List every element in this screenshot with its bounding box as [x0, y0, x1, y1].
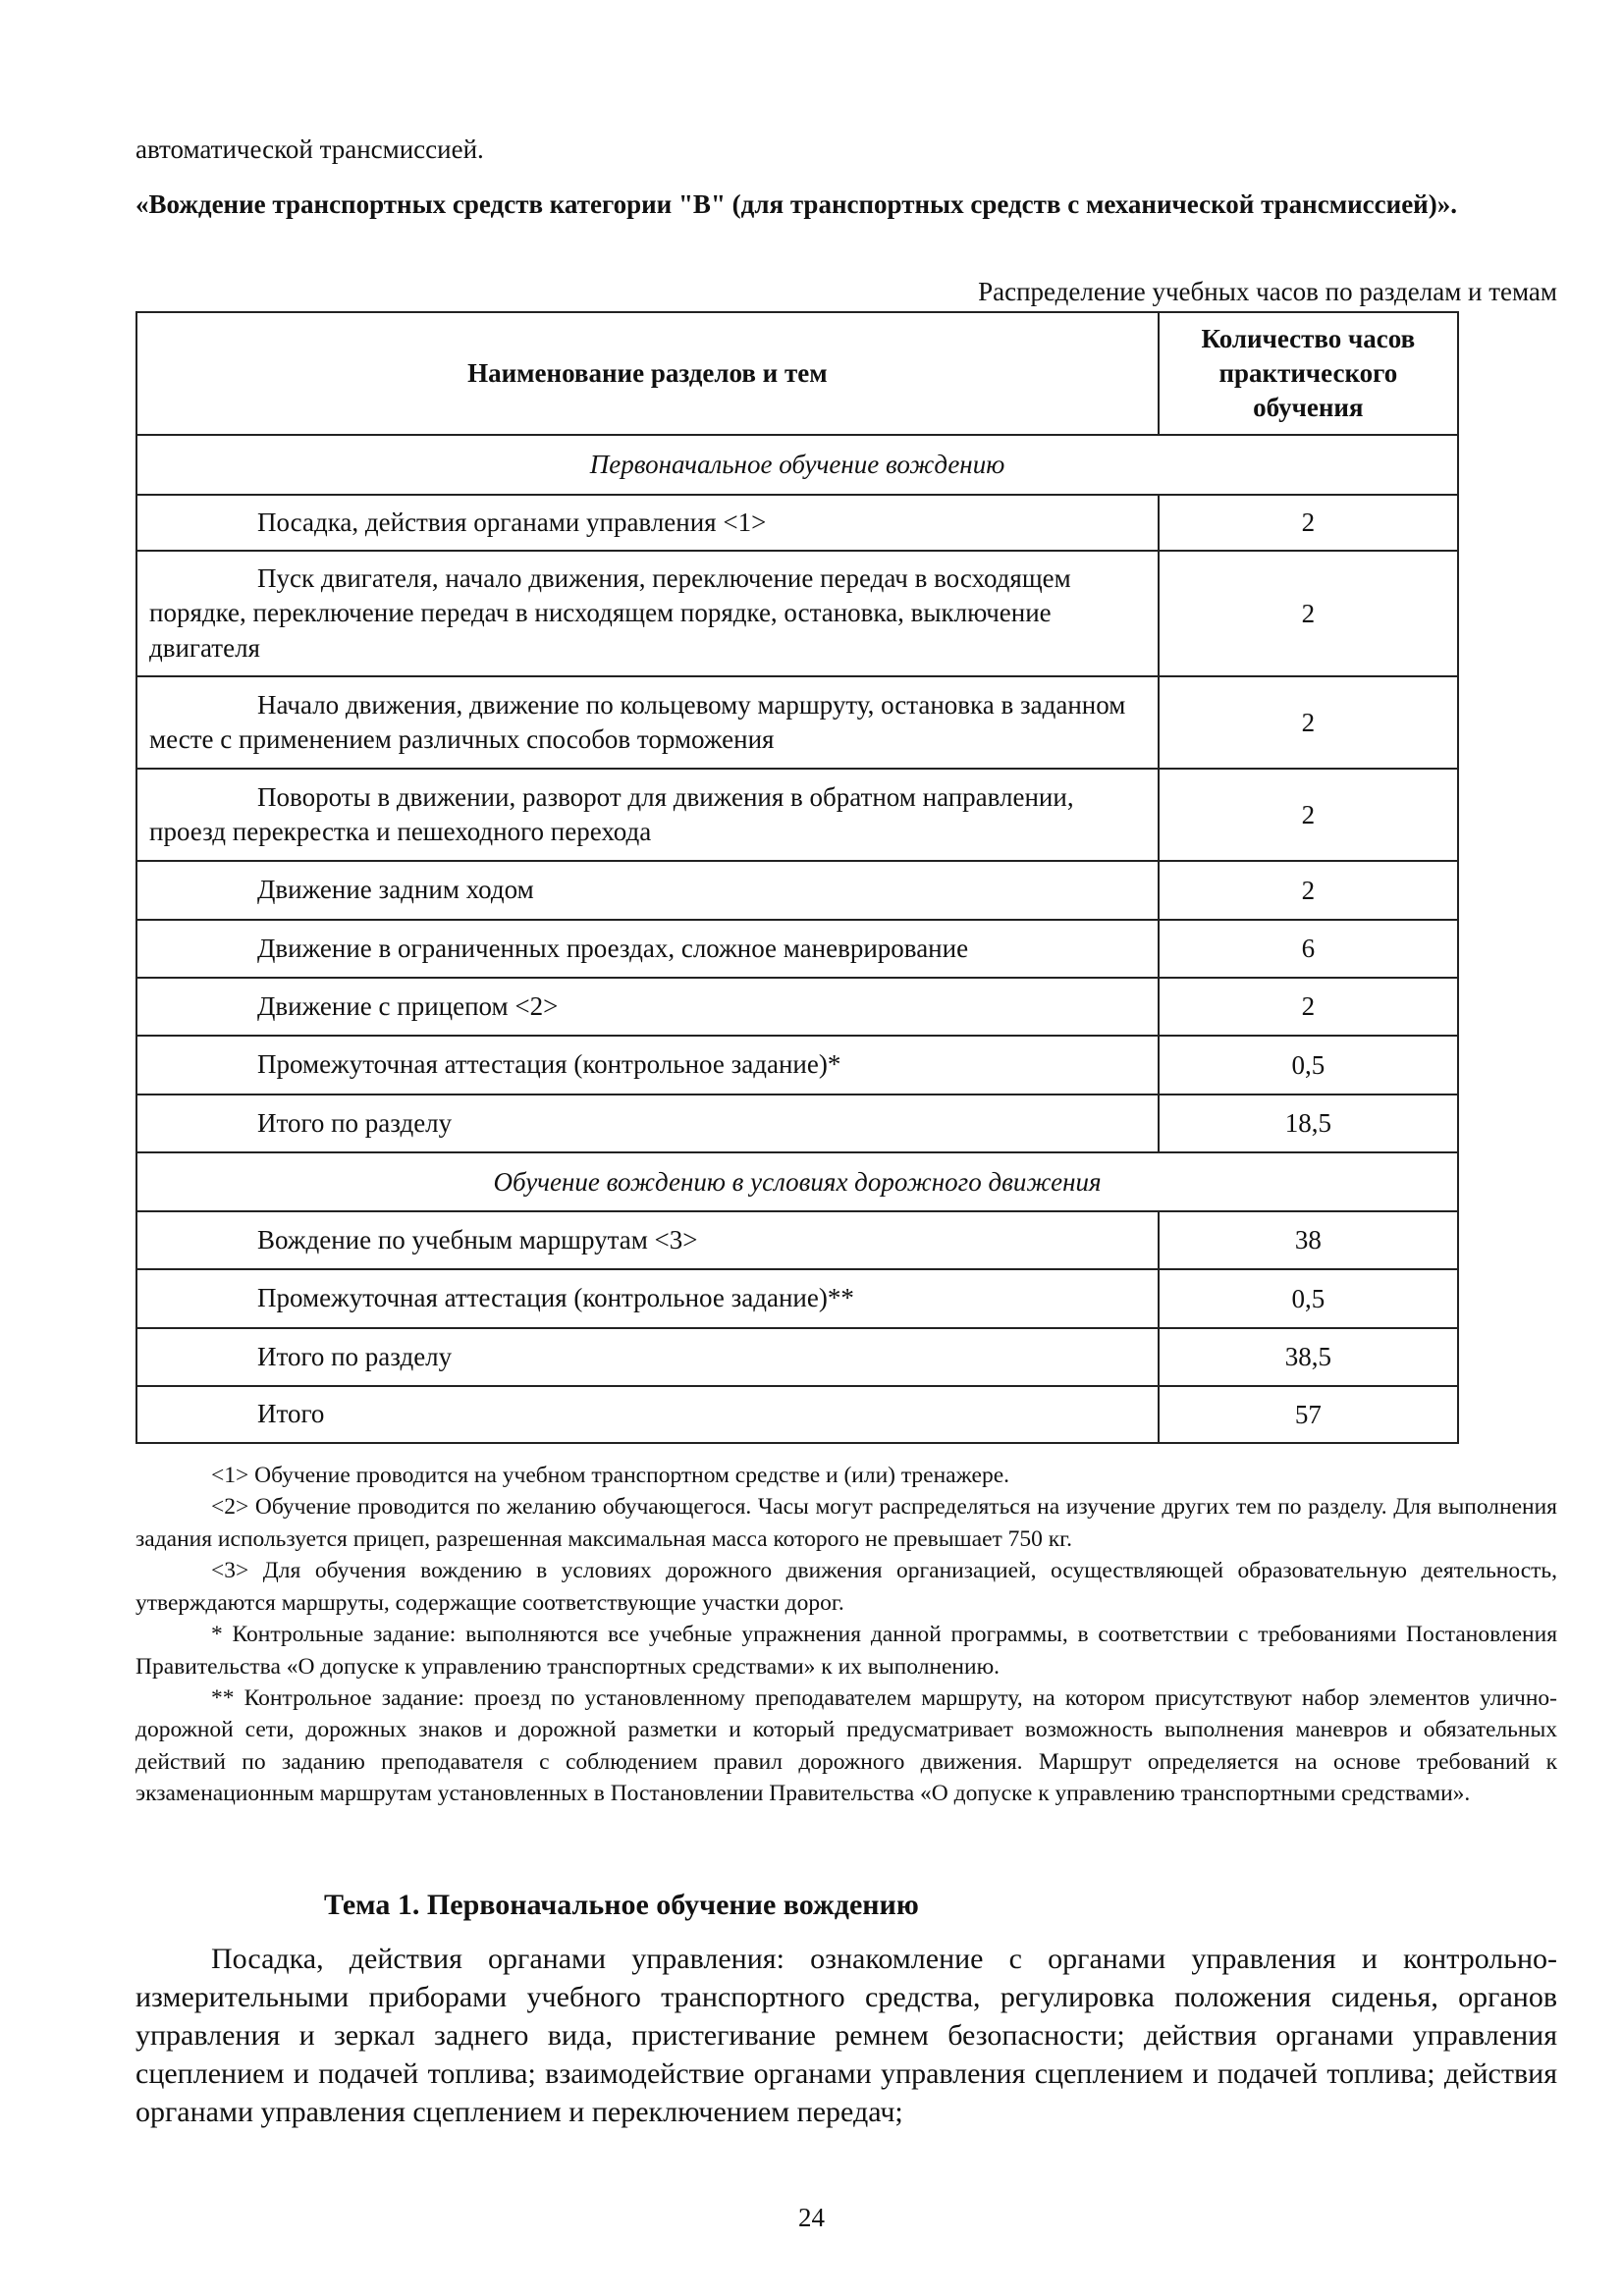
table-row	[136, 1036, 1458, 1095]
topic-hours: 2	[1159, 769, 1458, 861]
topic-name: Движение в ограниченных проездах, сложное маневрирование	[136, 920, 1159, 978]
table-row	[136, 495, 1458, 551]
topic-name: Посадка, действия органами управления <1>	[136, 495, 1159, 551]
section-title-2: Обучение вождению в условиях дорожного движения	[136, 1152, 1458, 1211]
footnotes	[135, 1460, 1557, 1810]
footnote: ** Контрольное задание: проезд по установленному преподавателем маршруту, на котором присутствуют набор элементов улично-дорожной сети, дорожных знаков и дорожной разметки и который предусматривает возможность выполнения маневров и обязательных действий по заданию преподавателя с соблюдением правил дорожного движения. Маршрут определяется на основе требований к экзаменационным маршрутам установленных в Постановлении Правительства «О допуске к управлению транспортными средствами».	[135, 1684, 1557, 1807]
topic-hours: 0,5	[1159, 1036, 1458, 1095]
topic-hours: 6	[1159, 920, 1458, 978]
continuation-line: автоматической трансмиссией.	[135, 134, 484, 164]
topic-name: Повороты в движении, разворот для движения в обратном направлении, проезд перекрестка и пешеходного перехода	[136, 769, 1159, 861]
body-paragraph: Посадка, действия органами управления: ознакомление с органами управления и контрольно-измерительными приборами учебного транспортного средства, регулировка положения сиденья, органов управления и зеркал заднего вида, пристегивание ремнем безопасности; действия органами управления сцеплением и подачей топлива; взаимодействие органами управления сцеплением и подачей топлива; действия органами управления сцеплением и переключением передач;	[135, 1943, 1557, 2128]
table-row	[136, 1095, 1458, 1152]
footnote: <1> Обучение проводится на учебном транспортном средстве и (или) тренажере.	[211, 1463, 1010, 1488]
topic-name: Пуск двигателя, начало движения, переключение передач в восходящем порядке, переключение передач в нисходящем порядке, остановка, выключение двигателя	[136, 551, 1159, 676]
topic-hours: 0,5	[1159, 1269, 1458, 1328]
topic-name: Итого по разделу	[136, 1095, 1159, 1152]
table-row	[136, 1211, 1458, 1269]
table-row	[136, 978, 1458, 1036]
table-row	[136, 1386, 1458, 1443]
footnote: * Контрольные задание: выполняются все учебные упражнения данной программы, в соответствии с требованиями Постановления Правительства «О допуске к управлению транспортных средствами» к их выполнению.	[135, 1622, 1557, 1680]
topic-hours: 57	[1159, 1386, 1458, 1443]
table-row	[136, 769, 1458, 861]
topic-hours: 2	[1159, 676, 1458, 769]
table-row	[136, 1328, 1458, 1386]
header-hours: Количество часов практического обучения	[1159, 312, 1458, 435]
header-topic-name: Наименование разделов и тем	[136, 312, 1159, 435]
theme-heading: Тема 1. Первоначальное обучение вождению	[324, 1889, 919, 1921]
topic-name: Движение с прицепом <2>	[136, 978, 1159, 1036]
table-row	[136, 1269, 1458, 1328]
topic-name: Итого по разделу	[136, 1328, 1159, 1386]
topic-hours: 2	[1159, 551, 1458, 676]
topic-hours: 2	[1159, 978, 1458, 1036]
footnote: <2> Обучение проводится по желанию обучающегося. Часы могут распределяться на изучение других тем по разделу. Для выполнения задания используется прицеп, разрешенная максимальная масса которого не превышает 750 кг.	[135, 1494, 1557, 1552]
section-title-1: Первоначальное обучение вождению	[136, 435, 1458, 495]
table-row	[136, 861, 1458, 920]
topic-name: Итого	[136, 1386, 1159, 1443]
topic-hours: 2	[1159, 495, 1458, 551]
topic-name: Движение задним ходом	[136, 861, 1159, 920]
topic-name: Промежуточная аттестация (контрольное задание)*	[136, 1036, 1159, 1095]
topic-hours: 38	[1159, 1211, 1458, 1269]
topic-hours: 2	[1159, 861, 1458, 920]
topic-name: Начало движения, движение по кольцевому маршруту, остановка в заданном месте с применением различных способов торможения	[136, 676, 1159, 769]
table-header-row	[136, 312, 1458, 435]
topic-hours: 18,5	[1159, 1095, 1458, 1152]
document-title: «Вождение транспортных средств категории "B" (для транспортных средств с механической трансмиссией)».	[135, 189, 1457, 219]
table-row	[136, 551, 1458, 676]
topic-name: Промежуточная аттестация (контрольное задание)**	[136, 1269, 1159, 1328]
page-number: 24	[798, 2203, 825, 2232]
table-row	[136, 920, 1458, 978]
section-row	[136, 435, 1458, 495]
hours-table	[135, 311, 1459, 1444]
footnote: <3> Для обучения вождению в условиях дорожного движения организацией, осуществляющей образовательную деятельность, утверждаются маршруты, содержащие соответствующие участки дорог.	[135, 1558, 1557, 1616]
topic-name: Вождение по учебным маршрутам <3>	[136, 1211, 1159, 1269]
table-row	[136, 676, 1458, 769]
section-row	[136, 1152, 1458, 1211]
topic-hours: 38,5	[1159, 1328, 1458, 1386]
table-caption: Распределение учебных часов по разделам и темам	[978, 277, 1557, 306]
